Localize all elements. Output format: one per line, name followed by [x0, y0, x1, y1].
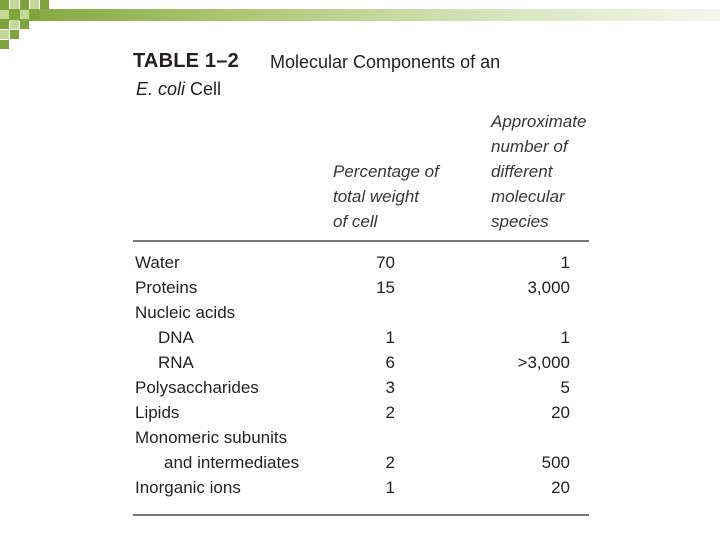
component-name: Inorganic ions — [135, 478, 241, 497]
percentage-value: 15 — [376, 278, 395, 297]
table-row — [0, 278, 720, 303]
species-count: 3,000 — [527, 278, 570, 297]
species-count: 500 — [541, 453, 570, 472]
percentage-value: 2 — [385, 403, 395, 422]
table-row — [0, 428, 720, 453]
component-name: Water — [135, 253, 180, 272]
table-title: Molecular Components of an — [270, 52, 501, 72]
table-bottom-rule — [133, 514, 589, 516]
table-row — [0, 478, 720, 503]
percentage-value: 1 — [385, 328, 395, 347]
table-row — [0, 378, 720, 403]
header-line: Approximate — [491, 112, 587, 131]
column-header-percentage — [333, 159, 439, 234]
table-row — [0, 353, 720, 378]
header-line: Percentage of — [333, 162, 439, 181]
header-gradient-bar — [0, 9, 720, 21]
component-name: RNA — [158, 353, 194, 372]
column-header-species — [491, 109, 586, 234]
component-name: Monomeric subunits — [135, 428, 288, 447]
component-name: DNA — [158, 328, 194, 347]
organism-name: E. coli — [136, 79, 186, 99]
component-name: Polysaccharides — [135, 378, 259, 397]
title-end: Cell — [185, 79, 222, 99]
component-name: Nucleic acids — [135, 303, 236, 322]
table-title-continued — [136, 79, 221, 100]
table-row — [0, 253, 720, 278]
header-line: number of — [491, 137, 568, 156]
component-name: Lipids — [135, 403, 180, 422]
table-number: TABLE 1–2 — [133, 50, 239, 72]
species-count: 5 — [560, 378, 570, 397]
percentage-value: 70 — [376, 253, 395, 272]
percentage-value: 1 — [385, 478, 395, 497]
header-line: of cell — [333, 212, 378, 231]
header-line: total weight — [333, 187, 419, 206]
species-count: 20 — [551, 478, 570, 497]
header-line: species — [491, 212, 549, 231]
species-count: 1 — [560, 253, 570, 272]
table-row — [0, 328, 720, 353]
component-name: Proteins — [135, 278, 198, 297]
percentage-value: 6 — [385, 353, 395, 372]
table-row — [0, 403, 720, 428]
header-line: different — [491, 162, 553, 181]
percentage-value: 2 — [385, 453, 395, 472]
species-count: 20 — [551, 403, 570, 422]
component-name: and intermediates — [164, 453, 300, 472]
table-row — [0, 303, 720, 328]
species-count: 1 — [560, 328, 570, 347]
table-row — [0, 453, 720, 478]
species-count: >3,000 — [517, 353, 570, 372]
percentage-value: 3 — [385, 378, 395, 397]
header-divider — [133, 240, 589, 242]
header-line: molecular — [491, 187, 565, 206]
